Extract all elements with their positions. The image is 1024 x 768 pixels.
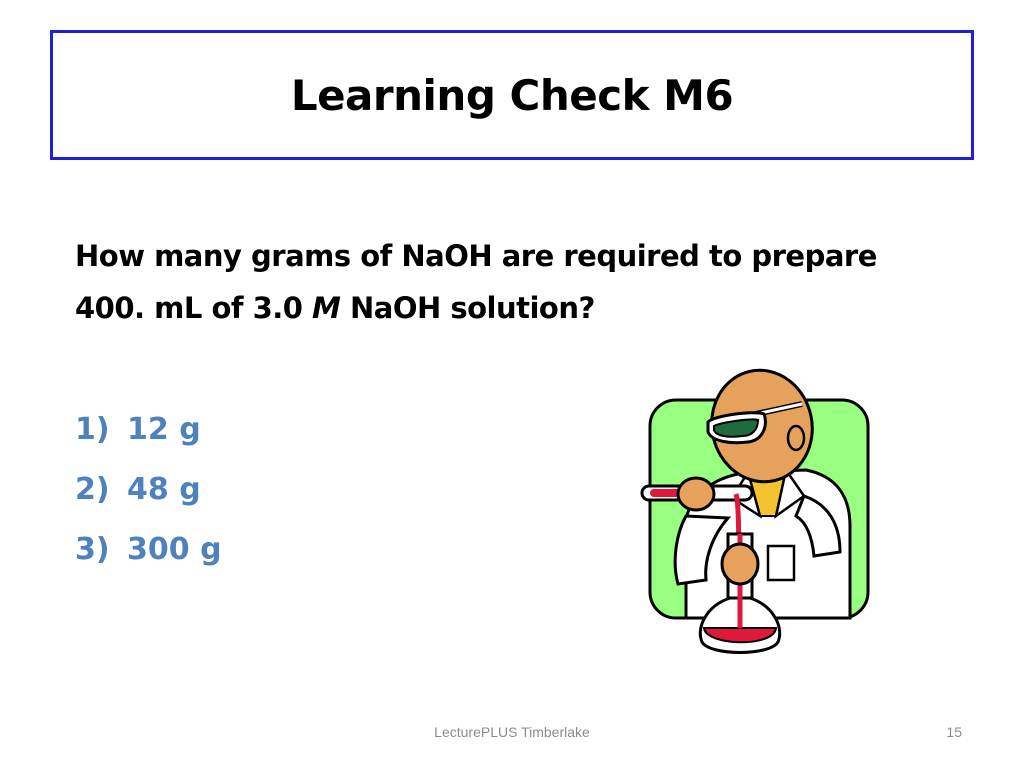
answer-text: 12 g — [127, 412, 201, 447]
slide-title: Learning Check M6 — [290, 70, 734, 120]
coat-pocket — [768, 546, 794, 580]
answer-text: 300 g — [127, 532, 222, 567]
answer-text: 48 g — [127, 472, 201, 507]
answer-option-3 — [75, 524, 222, 584]
chemist-with-flask-icon — [636, 366, 876, 658]
question-line-2-start: 400. mL of 3.0 — [75, 291, 313, 325]
question-line-2 — [75, 282, 975, 334]
answer-list — [75, 404, 222, 584]
answer-number: 2) — [75, 472, 110, 507]
hand-holding-tube — [678, 478, 714, 510]
footer-source: LecturePLUS Timberlake — [434, 724, 590, 740]
answer-option-2 — [75, 464, 222, 524]
question-text — [75, 230, 975, 334]
answer-number: 1) — [75, 412, 110, 447]
answer-option-1 — [75, 404, 222, 464]
question-line-2-end: NaOH solution? — [340, 291, 595, 325]
ear — [788, 426, 804, 450]
slide-number: 15 — [946, 724, 962, 740]
title-box — [50, 30, 974, 160]
answer-number: 3) — [75, 532, 110, 567]
hand-holding-flask — [722, 544, 758, 584]
molarity-symbol: M — [312, 291, 341, 325]
question-line-1: How many grams of NaOH are required to prepare — [75, 239, 877, 273]
